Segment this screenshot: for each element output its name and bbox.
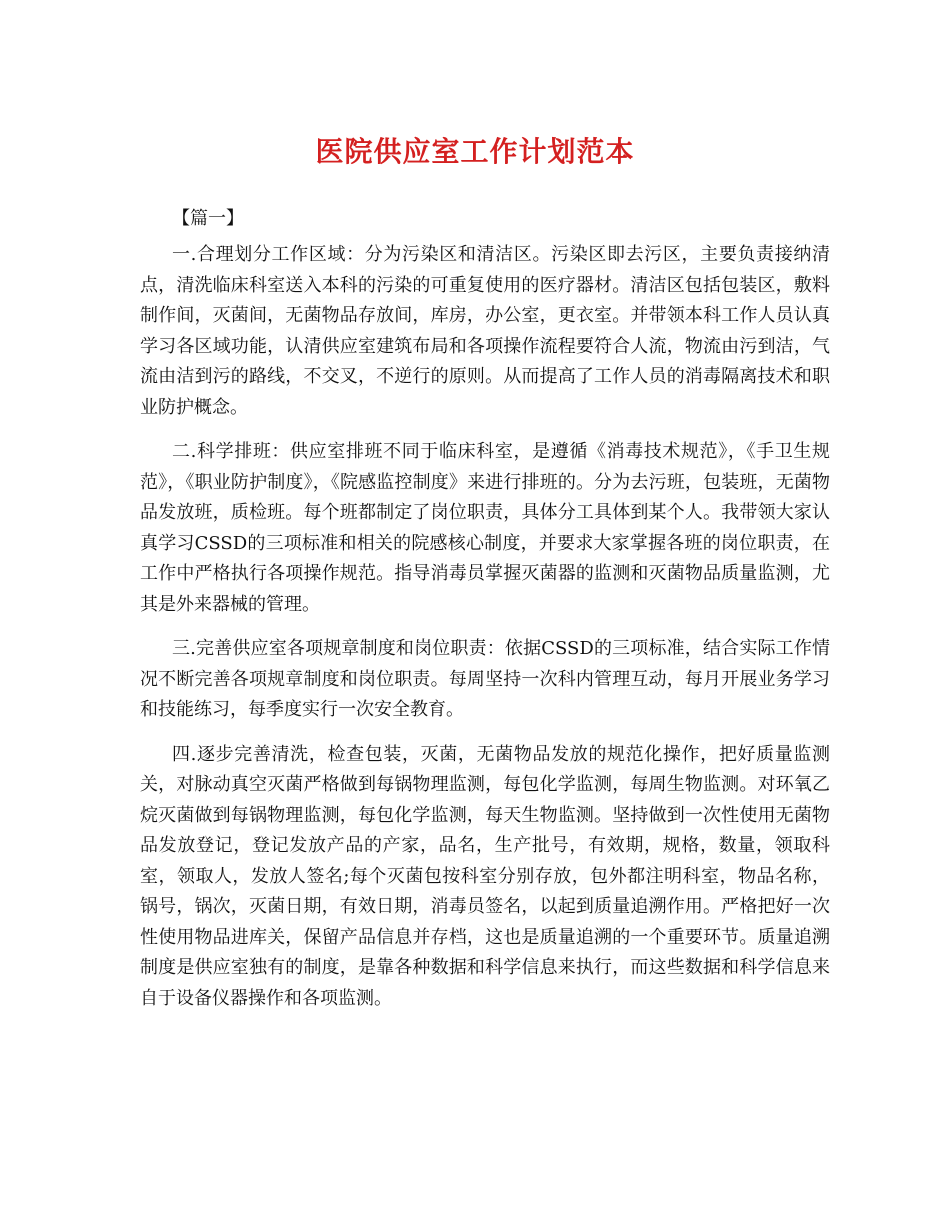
paragraph-2: 二.科学排班：供应室排班不同于临床科室，是遵循《消毒技术规范》，《手卫生规范》，《职业防护制度》，《院感监控制度》来进行排班的。分为去污班，包装班，无菌物品发放班，质检班。每个班都制定了岗位职责，具体分工具体到某个人。我带领大家认真学习CSSD的三项标准和相关的院感核心制度，并要求大家掌握各班的岗位职责，在工作中严格执行各项操作规范。指导消毒员掌握灭菌器的监测和灭菌物品质量监测，尤其是外来器械的管理。 — [140, 441, 830, 615]
document-title: 医院供应室工作计划范本 — [315, 135, 635, 168]
paragraph-3: 三.完善供应室各项规章制度和岗位职责：依据CSSD的三项标准，结合实际工作情况不断完善各项规章制度和岗位职责。每周坚持一次科内管理互动，每月开展业务学习和技能练习，每季度实行一次安全教育。 — [140, 638, 830, 720]
section-label: 【篇一】 — [172, 208, 244, 229]
paragraph-4: 四.逐步完善清洗，检查包装，灭菌，无菌物品发放的规范化操作，把好质量监测关，对脉动真空灭菌严格做到每锅物理监测，每包化学监测，每周生物监测。对环氧乙烷灭菌做到每锅物理监测，每包化学监测，每天生物监测。坚持做到一次性使用无菌物品发放登记，登记发放产品的产家，品名，生产批号，有效期，规格，数量，领取科室，领取人，发放人签名;每个灭菌包按科室分别存放，包外都注明科室，物品名称，锅号，锅次，灭菌日期，有效日期，消毒员签名，以起到质量追溯作用。严格把好一次性使用物品进库关，保留产品信息并存档，这也是质量追溯的一个重要环节。质量追溯制度是供应室独有的制度，是靠各种数据和科学信息来执行，而这些数据和科学信息来自于设备仪器操作和各项监测。 — [140, 743, 830, 1009]
document-body — [140, 240, 830, 1028]
paragraph-1: 一.合理划分工作区域：分为污染区和清洁区。污染区即去污区，主要负责接纳清点，清洗临床科室送入本科的污染的可重复使用的医疗器材。清洁区包括包装区，敷料制作间，灭菌间，无菌物品存放间，库房，办公室，更衣室。并带领本科工作人员认真学习各区域功能，认清供应室建筑布局和各项操作流程要符合人流，物流由污到洁，气流由洁到污的路线，不交叉，不逆行的原则。从而提高了工作人员的消毒隔离技术和职业防护概念。 — [140, 244, 830, 418]
